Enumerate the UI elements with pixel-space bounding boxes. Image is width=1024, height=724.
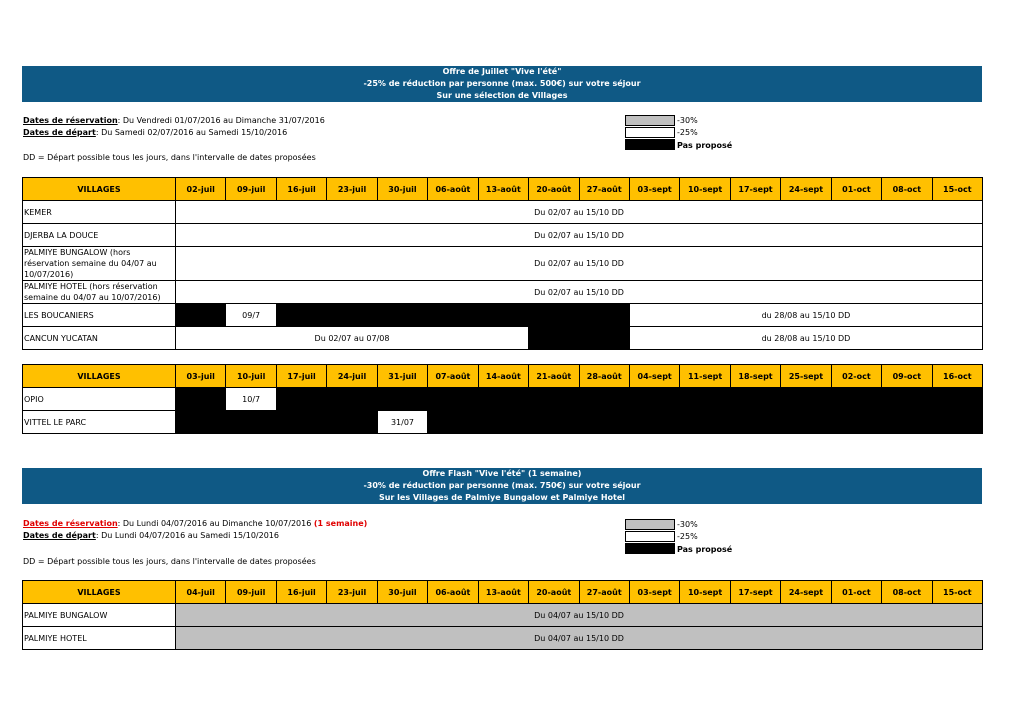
departure-text: : Du Lundi 04/07/2016 au Samedi 15/10/2016	[95, 531, 279, 540]
week-header: 10-sept	[680, 178, 730, 201]
table-row	[23, 304, 983, 327]
week-header: 16-juil	[276, 581, 326, 604]
village-name: DJERBA LA DOUCE	[23, 224, 176, 247]
week-header: 03-sept	[629, 581, 679, 604]
table-row	[23, 224, 983, 247]
table-header-row	[23, 365, 983, 388]
week-header: 30-juil	[377, 178, 427, 201]
offer1-banner	[22, 66, 982, 102]
week-header: 15-oct	[932, 178, 982, 201]
week-header: 07-août	[428, 365, 478, 388]
week-header: 24-sept	[781, 178, 831, 201]
offer2-banner	[22, 468, 982, 504]
week-header: 28-août	[579, 365, 629, 388]
week-header: 06-août	[428, 581, 478, 604]
offer2-dd-note: DD = Départ possible tous les jours, dans l'intervalle de dates proposées	[23, 557, 316, 566]
week-header: 17-sept	[730, 581, 780, 604]
week-header: 23-juil	[327, 178, 377, 201]
week-header: 15-oct	[932, 581, 982, 604]
not-offered-cell	[529, 327, 630, 350]
week-header: 02-juil	[176, 178, 226, 201]
period-cell: Du 04/07 au 15/10 DD	[176, 627, 983, 650]
offer1-dd-note: DD = Départ possible tous les jours, dans l'intervalle de dates proposées	[23, 153, 316, 162]
legend-swatch-minus25	[625, 127, 675, 138]
week-header: 21-août	[529, 365, 579, 388]
week-header: 13-août	[478, 581, 528, 604]
week-header: 27-août	[579, 178, 629, 201]
offer2-scope: Sur les Villages de Palmiye Bungalow et Palmiye Hotel	[378, 493, 626, 502]
departure-label: Dates de départ	[23, 128, 96, 137]
week-header: 06-août	[428, 178, 478, 201]
legend-label-not-offered: Pas proposé	[677, 545, 733, 554]
period-cell: du 28/08 au 15/10 DD	[629, 304, 982, 327]
period-cell: 31/07	[377, 411, 427, 434]
week-header: 02-oct	[831, 365, 881, 388]
period-cell: Du 02/07 au 15/10 DD	[176, 201, 983, 224]
week-header: 16-oct	[932, 365, 982, 388]
offer1-availability-table-2	[22, 364, 983, 434]
reservation-text: : Du Lundi 04/07/2016 au Dimanche 10/07/2016	[117, 519, 312, 528]
week-header: 24-juil	[327, 365, 377, 388]
offer1-discount: -25% de réduction par personne (max. 500€) sur votre séjour	[363, 79, 641, 88]
offer1-scope: Sur une sélection de Villages	[436, 91, 568, 100]
week-header: 09-juil	[226, 581, 276, 604]
legend-swatch-not-offered	[625, 139, 675, 150]
offer2-discount: -30% de réduction par personne (max. 750€) sur votre séjour	[363, 481, 641, 490]
week-header: 03-juil	[176, 365, 226, 388]
week-header: 10-juil	[226, 365, 276, 388]
week-header: 18-sept	[730, 365, 780, 388]
table-row	[23, 281, 983, 304]
table-row	[23, 201, 983, 224]
legend-label-minus30: -30%	[677, 116, 698, 125]
not-offered-cell	[176, 388, 226, 411]
offer1-title: Offre de Juillet "Vive l'été"	[442, 67, 562, 76]
departure-label: Dates de départ	[23, 531, 96, 540]
reservation-label: Dates de réservation	[23, 116, 118, 125]
table-header-row	[23, 581, 983, 604]
week-header: 03-sept	[629, 178, 679, 201]
offer1-availability-table	[22, 177, 983, 350]
village-name: KEMER	[23, 201, 176, 224]
not-offered-cell	[276, 304, 629, 327]
offer1-departure-dates	[23, 127, 287, 138]
village-name: PALMIYE BUNGALOW	[23, 604, 176, 627]
period-cell: Du 02/07 au 15/10 DD	[176, 224, 983, 247]
period-cell: Du 02/07 au 15/10 DD	[176, 281, 983, 304]
week-header: 31-juil	[377, 365, 427, 388]
offer2-availability-table	[22, 580, 983, 650]
week-header: 11-sept	[680, 365, 730, 388]
week-header: 13-août	[478, 178, 528, 201]
week-header: 08-oct	[882, 581, 932, 604]
week-header: 16-juil	[276, 178, 326, 201]
not-offered-cell	[428, 411, 983, 434]
week-header: 01-oct	[831, 178, 881, 201]
table-header-row	[23, 178, 983, 201]
table-row	[23, 247, 983, 281]
offer2-title: Offre Flash "Vive l'été" (1 semaine)	[422, 469, 582, 478]
villages-header: VILLAGES	[23, 581, 176, 604]
legend-swatch-minus30	[625, 519, 675, 530]
week-header: 14-août	[478, 365, 528, 388]
village-name: PALMIYE BUNGALOW (hors réservation semaine du 04/07 au 10/07/2016)	[23, 247, 176, 281]
week-header: 01-oct	[831, 581, 881, 604]
offer2-reservation-dates	[23, 518, 367, 529]
week-header: 30-juil	[377, 581, 427, 604]
reservation-text: : Du Vendredi 01/07/2016 au Dimanche 31/07/2016	[117, 116, 325, 125]
week-header: 09-oct	[882, 365, 932, 388]
legend-swatch-not-offered	[625, 543, 675, 554]
offer1-reservation-dates	[23, 115, 325, 126]
week-header: 17-juil	[276, 365, 326, 388]
week-header: 20-août	[529, 581, 579, 604]
week-header: 17-sept	[730, 178, 780, 201]
village-name: LES BOUCANIERS	[23, 304, 176, 327]
period-cell: Du 02/07 au 15/10 DD	[176, 247, 983, 281]
legend-label-minus30: -30%	[677, 520, 698, 529]
legend-swatch-minus25	[625, 531, 675, 542]
week-header: 27-août	[579, 581, 629, 604]
not-offered-cell	[176, 304, 226, 327]
village-name: PALMIYE HOTEL (hors réservation semaine du 04/07 au 10/07/2016)	[23, 281, 176, 304]
not-offered-cell	[276, 388, 982, 411]
period-cell: 09/7	[226, 304, 276, 327]
reservation-label: Dates de réservation	[23, 519, 118, 528]
villages-header: VILLAGES	[23, 178, 176, 201]
period-cell: 10/7	[226, 388, 276, 411]
village-name: PALMIYE HOTEL	[23, 627, 176, 650]
villages-header: VILLAGES	[23, 365, 176, 388]
week-header: 20-août	[529, 178, 579, 201]
village-name: CANCUN YUCATAN	[23, 327, 176, 350]
period-cell: du 28/08 au 15/10 DD	[629, 327, 982, 350]
offer2-departure-dates	[23, 530, 279, 541]
period-cell: Du 02/07 au 07/08	[176, 327, 529, 350]
week-header: 10-sept	[680, 581, 730, 604]
legend-label-minus25: -25%	[677, 128, 698, 137]
week-header: 04-sept	[629, 365, 679, 388]
period-cell: Du 04/07 au 15/10 DD	[176, 604, 983, 627]
week-header: 09-juil	[226, 178, 276, 201]
week-header: 23-juil	[327, 581, 377, 604]
village-name: VITTEL LE PARC	[23, 411, 176, 434]
week-header: 25-sept	[781, 365, 831, 388]
week-header: 04-juil	[176, 581, 226, 604]
table-row	[23, 327, 983, 350]
table-row	[23, 411, 983, 434]
table-row	[23, 627, 983, 650]
reservation-note: (1 semaine)	[313, 519, 368, 528]
legend-label-minus25: -25%	[677, 532, 698, 541]
not-offered-cell	[176, 411, 378, 434]
legend-label-not-offered: Pas proposé	[677, 141, 733, 150]
week-header: 08-oct	[882, 178, 932, 201]
table-row	[23, 388, 983, 411]
village-name: OPIO	[23, 388, 176, 411]
departure-text: : Du Samedi 02/07/2016 au Samedi 15/10/2016	[95, 128, 288, 137]
table-row	[23, 604, 983, 627]
week-header: 24-sept	[781, 581, 831, 604]
legend-swatch-minus30	[625, 115, 675, 126]
